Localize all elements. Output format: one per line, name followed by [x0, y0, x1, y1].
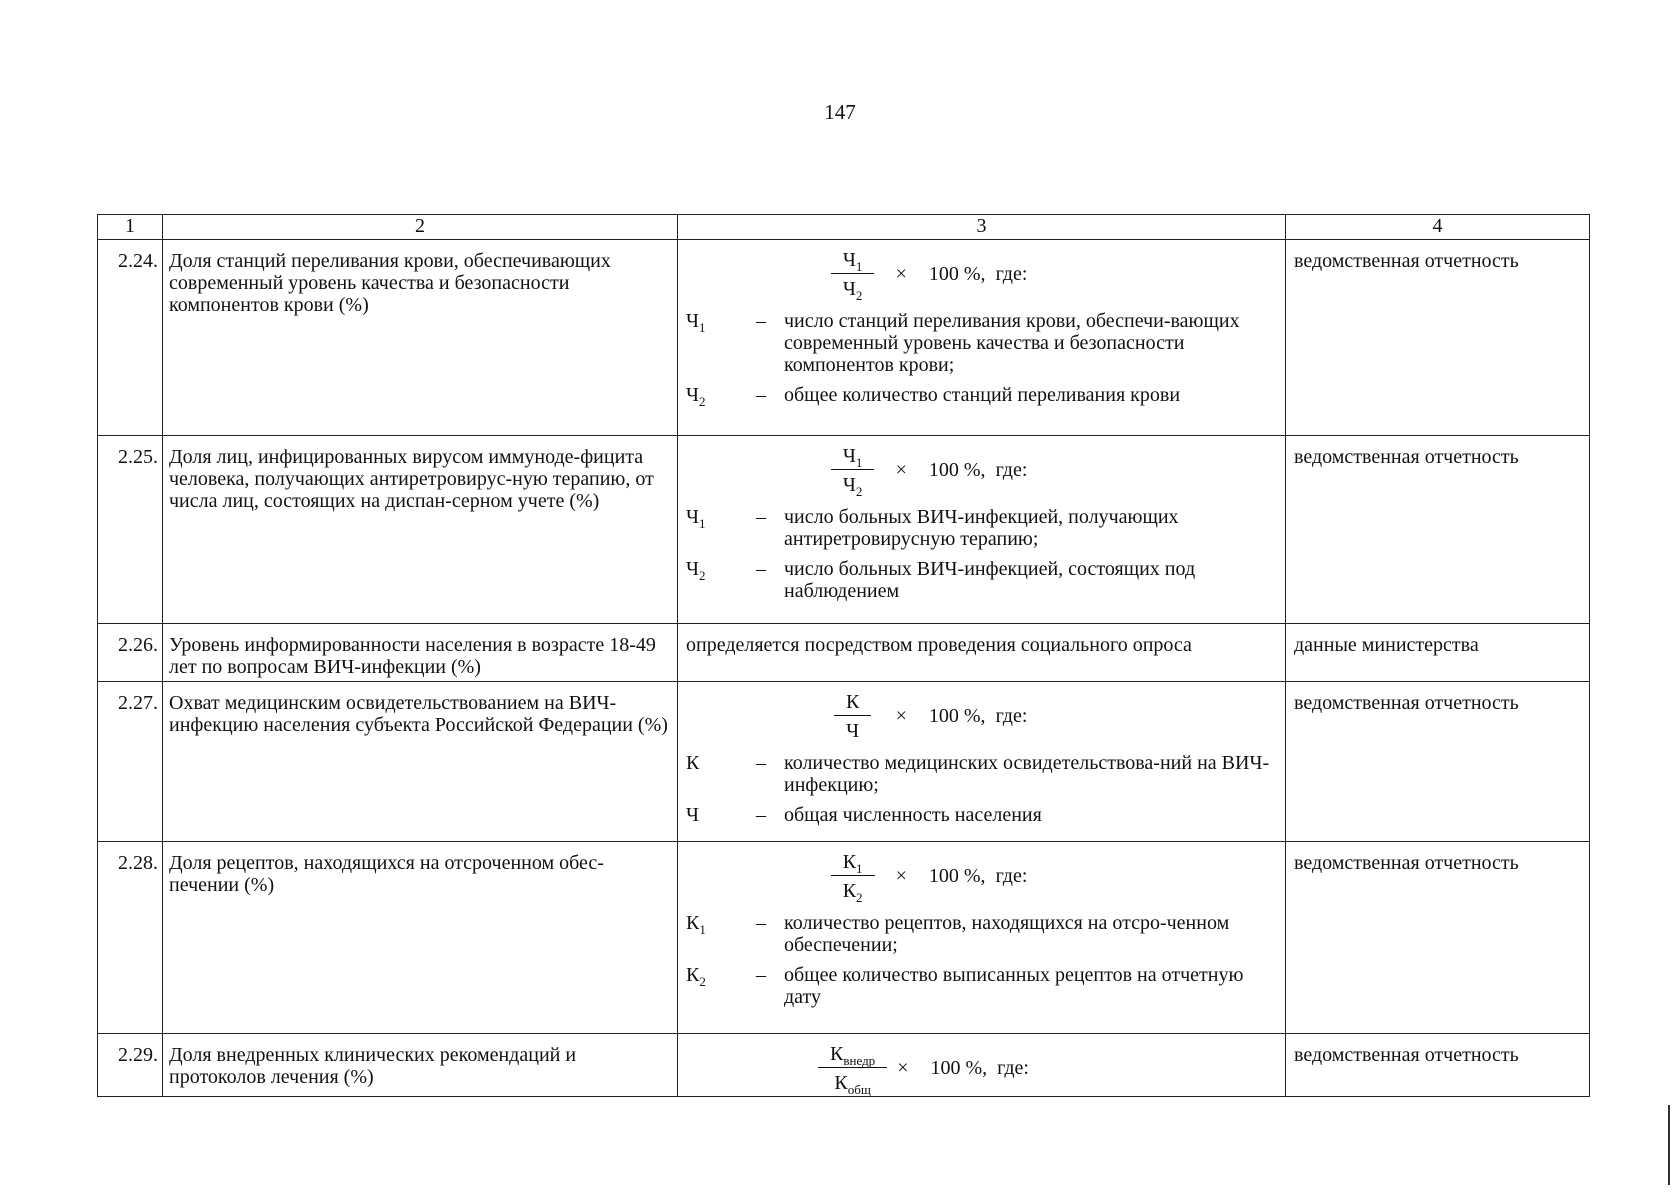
variable-dash: – — [756, 804, 766, 826]
calculation-method — [678, 1034, 1286, 1097]
variable-symbol — [686, 804, 756, 826]
fraction — [820, 850, 886, 905]
denominator-symbol: Ч — [842, 473, 856, 496]
denominator-subscript: общ — [847, 1081, 871, 1097]
indicator-name: Доля лиц, инфицированных вирусом иммуноде-фицита человека, получающих антиретровирус-ную терапию, от числа лиц, состоящих на диспан-серном учете (%) — [163, 436, 678, 624]
variable-definition — [686, 384, 1281, 409]
indicator-name: Охват медицинским освидетельствованием на ВИЧ-инфекцию населения субъекта Российской Федерации (%) — [163, 682, 678, 842]
variable-symbol — [686, 912, 756, 956]
fraction-denominator — [842, 274, 863, 303]
row-number: 2.28. — [98, 842, 163, 1034]
variable-description: число станций переливания крови, обеспечи-вающих современный уровень качества и безопасности компонентов крови; — [784, 310, 1240, 376]
table-row — [98, 842, 1590, 1034]
row-number: 2.25. — [98, 436, 163, 624]
header-cell-2: 2 — [163, 215, 678, 240]
table-row — [98, 624, 1590, 682]
fraction — [820, 691, 886, 742]
variable-symbol — [686, 752, 756, 796]
variable-description: общее количество выписанных рецептов на отчетную дату — [784, 964, 1244, 1008]
variable-dash: – — [756, 964, 766, 986]
fraction — [820, 248, 886, 303]
denominator-symbol: К — [834, 1071, 848, 1094]
variable-dash: – — [756, 384, 766, 406]
row-number: 2.29. — [98, 1034, 163, 1097]
fraction-denominator — [834, 1068, 871, 1097]
where-label: где: — [995, 263, 1028, 285]
data-source: ведомственная отчетность — [1286, 436, 1590, 624]
formula — [686, 688, 1281, 744]
row-number: 2.27. — [98, 682, 163, 842]
numerator-subscript: 1 — [855, 258, 863, 274]
variable-subscript: 1 — [699, 320, 706, 335]
denominator-subscript: 2 — [856, 889, 863, 905]
formula — [686, 1040, 1281, 1096]
multiply-sign: × — [895, 865, 907, 887]
numerator-symbol: Ч — [842, 248, 856, 271]
calculation-method — [678, 436, 1286, 624]
variable-symbol — [686, 384, 756, 409]
multiply-sign: × — [895, 263, 907, 285]
percent-factor: 100 %, — [928, 459, 986, 481]
multiply-sign: × — [897, 1057, 909, 1079]
data-source: данные министерства — [1286, 624, 1590, 682]
variable-description: число больных ВИЧ-инфекцией, состоящих под наблюдением — [784, 558, 1196, 602]
header-cell-4: 4 — [1286, 215, 1590, 240]
fraction-denominator — [842, 876, 863, 905]
variable-symbol — [686, 964, 756, 1008]
indicator-name: Доля внедренных клинических рекомендаций и протоколов лечения (%) — [163, 1034, 678, 1097]
fraction-numerator — [831, 445, 875, 470]
fraction-numerator — [831, 851, 875, 876]
fraction-denominator — [842, 470, 863, 499]
method-text: определяется посредством проведения социального опроса — [686, 634, 1192, 656]
data-source: ведомственная отчетность — [1286, 1034, 1590, 1097]
variable-description: общее количество станций переливания крови — [784, 384, 1181, 406]
data-source: ведомственная отчетность — [1286, 240, 1590, 436]
variable-subscript: 1 — [699, 922, 706, 937]
calculation-method — [678, 842, 1286, 1034]
numerator-subscript: внедр — [843, 1052, 876, 1068]
fraction-numerator — [818, 1043, 887, 1068]
formula — [686, 442, 1281, 498]
variable-subscript: 2 — [699, 568, 706, 583]
table-row — [98, 682, 1590, 842]
multiply-sign: × — [895, 459, 907, 481]
variable-symbol — [686, 506, 756, 550]
row-number: 2.26. — [98, 624, 163, 682]
variable-letter: Ч — [686, 506, 699, 528]
numerator-symbol: К — [842, 850, 857, 873]
variable-definition — [686, 964, 1281, 1008]
variable-description: количество рецептов, находящихся на отсро-ченном обеспечении; — [784, 912, 1230, 956]
percent-factor: 100 %, — [928, 263, 986, 285]
numerator-subscript: 1 — [856, 860, 863, 876]
table-row — [98, 436, 1590, 624]
fraction-numerator — [834, 691, 871, 716]
variable-dash: – — [756, 912, 766, 934]
variable-description: количество медицинских освидетельствова-ний на ВИЧ-инфекцию; — [784, 752, 1270, 796]
variable-definition — [686, 506, 1281, 550]
where-label: где: — [995, 865, 1028, 887]
variable-dash: – — [756, 558, 766, 580]
fraction — [820, 444, 886, 499]
numerator-symbol: Ч — [842, 444, 856, 467]
where-label: где: — [995, 459, 1028, 481]
header-cell-3: 3 — [678, 215, 1286, 240]
variable-subscript: 2 — [699, 394, 706, 409]
denominator-symbol: К — [842, 879, 857, 902]
where-label: где: — [995, 705, 1028, 727]
variable-letter: Ч — [686, 384, 699, 406]
variable-letter: К — [686, 964, 700, 986]
data-source: ведомственная отчетность — [1286, 682, 1590, 842]
variable-letter: Ч — [686, 558, 699, 580]
denominator-subscript: 2 — [855, 287, 863, 303]
data-source: ведомственная отчетность — [1286, 842, 1590, 1034]
where-label: где: — [997, 1057, 1029, 1079]
variable-dash: – — [756, 310, 766, 332]
header-row — [98, 215, 1590, 240]
numerator-symbol: К — [845, 690, 860, 713]
numerator-symbol: К — [830, 1042, 844, 1065]
calculation-method — [678, 624, 1286, 682]
variable-symbol — [686, 310, 756, 376]
scan-edge-mark — [1668, 1105, 1670, 1185]
formula — [686, 848, 1281, 904]
row-number: 2.24. — [98, 240, 163, 436]
fraction-numerator — [831, 249, 875, 274]
variable-definition — [686, 310, 1281, 376]
formula — [686, 246, 1281, 302]
indicator-name: Доля рецептов, находящихся на отсроченном обес-печении (%) — [163, 842, 678, 1034]
denominator-subscript: 2 — [855, 483, 863, 499]
numerator-subscript: 1 — [855, 454, 863, 470]
denominator-symbol: Ч — [846, 719, 860, 742]
page-number: 147 — [824, 100, 856, 124]
variable-dash: – — [756, 506, 766, 528]
header-cell-1: 1 — [98, 215, 163, 240]
variable-definition — [686, 558, 1281, 602]
calculation-method — [678, 682, 1286, 842]
variable-definition — [686, 912, 1281, 956]
variable-letter: Ч — [686, 310, 699, 332]
variable-description: число больных ВИЧ-инфекцией, получающих антиретровирусную терапию; — [784, 506, 1179, 550]
indicator-table — [97, 214, 1590, 1097]
indicator-name: Доля станций переливания крови, обеспечивающих современный уровень качества и безопасности компонентов крови (%) — [163, 240, 678, 436]
variable-dash: – — [756, 752, 766, 774]
multiply-sign: × — [895, 705, 907, 727]
table-row — [98, 240, 1590, 436]
variable-definition — [686, 804, 1281, 826]
fraction-denominator — [846, 716, 859, 742]
indicator-name: Уровень информированности населения в возрасте 18-49 лет по вопросам ВИЧ-инфекции (%) — [163, 624, 678, 682]
variable-subscript: 1 — [699, 516, 706, 531]
percent-factor: 100 %, — [928, 865, 986, 887]
fraction — [818, 1042, 887, 1097]
variable-letter: Ч — [686, 804, 699, 826]
calculation-method — [678, 240, 1286, 436]
table-row — [98, 1034, 1590, 1097]
variable-letter: К — [686, 752, 700, 774]
percent-factor: 100 %, — [928, 705, 986, 727]
variable-symbol — [686, 558, 756, 602]
variable-description: общая численность населения — [784, 804, 1042, 826]
variable-definition — [686, 752, 1281, 796]
variable-subscript: 2 — [699, 974, 706, 989]
variable-letter: К — [686, 912, 700, 934]
percent-factor: 100 %, — [930, 1057, 988, 1079]
denominator-symbol: Ч — [842, 277, 856, 300]
